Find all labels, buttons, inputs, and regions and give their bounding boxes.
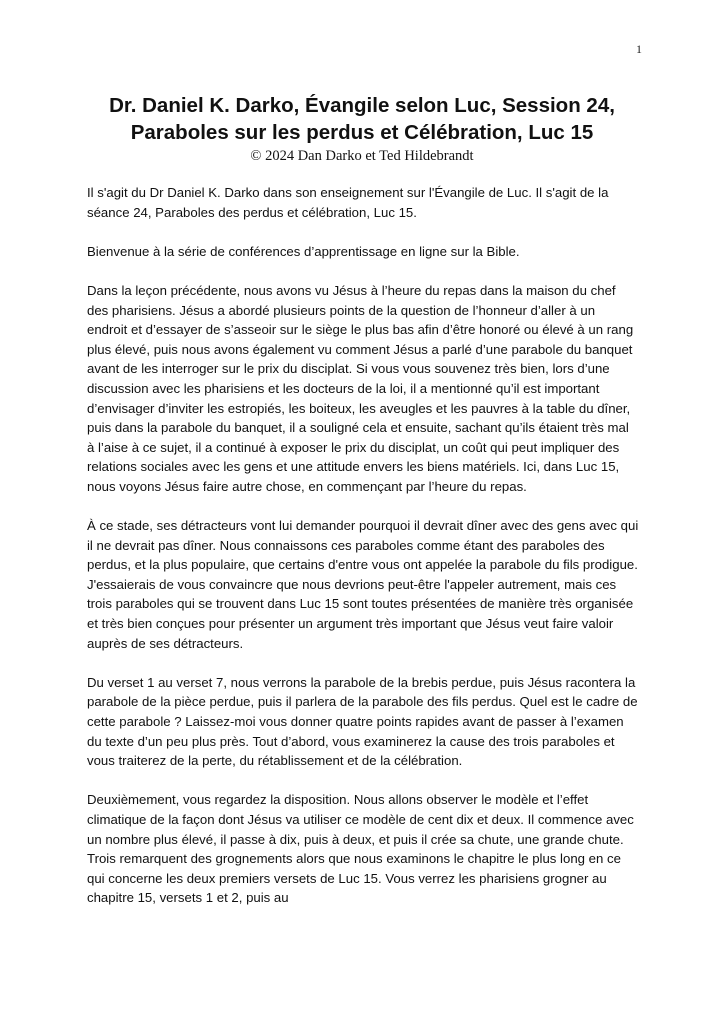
paragraph: Bienvenue à la série de conférences d’apprentissage en ligne sur la Bible. <box>87 243 520 259</box>
paragraph: Du verset 1 au verset 7, nous verrons la parabole de la brebis perdue, puis Jésus racontera la parabole de la pièce perdue, puis il parlera de la parabole des fils perdus. Quel est le cadre de cette parabole ? Laissez-moi vous donner quatre points rapides avant de passer à l’examen du texte d’un peu plus près. Tout d’abord, vous examinerez la cause des trois paraboles et vous traiterez de la perte, du rétablissement et de la célébration. <box>87 674 638 769</box>
copyright-line: © 2024 Dan Darko et Ted Hildebrandt <box>250 148 474 164</box>
paragraph: Dans la leçon précédente, nous avons vu Jésus à l’heure du repas dans la maison du chef des pharisiens. Jésus a abordé plusieurs points de la question de l’honneur d’aller à un endroit et d’essayer de s’asseoir sur le siège le plus bas afin d’être honoré ou élevé à un rang plus élevé, puis nous avons également vu comment Jésus a parlé d’une parabole du banquet avant de les interroger sur le prix du disciplat. Si vous vous souvenez très bien, lors d’une discussion avec les pharisiens et les docteurs de la loi, il a mentionné qu’il est important d’envisager d’inviter les estropiés, les boiteux, les aveugles et les pauvres à la table du dîner, puis dans la parabole du banquet, il a souligné cela et ensuite, sachant qu’ils étaient très mal à l’aise à ce sujet, il a continué à exposer le prix du disciplat, un coût qui peut impliquer des relations sociales avec les gens et une attitude envers les biens matériels. Ici, dans Luc 15, nous voyons Jésus faire autre chose, en commençant par l’heure du repas. <box>87 282 634 494</box>
paragraph: Deuxièmement, vous regardez la disposition. Nous allons observer le modèle et l’effet climatique de la façon dont Jésus va utiliser ce modèle de cent dix et deux. Il commence avec un nombre plus élevé, il passe à dix, puis à deux, et puis il crée sa chute, une grande chute. Trois remarquent des grognements alors que nous examinons le chapitre le plus long en ce qui concerne les deux premiers versets de Luc 15. Vous verrez les pharisiens grogner au chapitre 15, versets 1 et 2, puis au <box>87 792 634 906</box>
paragraph: Il s'agit du Dr Daniel K. Darko dans son enseignement sur l'Évangile de Luc. Il s'agit de la séance 24, Paraboles des perdus et célébration, Luc 15. <box>87 185 609 220</box>
paragraph: À ce stade, ses détracteurs vont lui demander pourquoi il devrait dîner avec des gens avec qui il ne devrait pas dîner. Nous connaissons ces paraboles comme étant des paraboles des perdus, et la plus populaire, que certains d'entre vous ont appelée la parabole du fils prodigue. J'essaierais de vous convaincre que nous devrions peut-être l'appeler autrement, mais ces trois paraboles qui se trouvent dans Luc 15 sont toutes présentées de manière très organisée et très bien conçues pour présenter un argument très important que Jésus veut faire valoir auprès de ses détracteurs. <box>87 518 639 651</box>
document-body <box>87 183 639 928</box>
page-number: 1 <box>636 42 642 56</box>
document-title: Dr. Daniel K. Darko, Évangile selon Luc, Session 24, Paraboles sur les perdus et Célébration, Luc 15 <box>109 94 615 144</box>
